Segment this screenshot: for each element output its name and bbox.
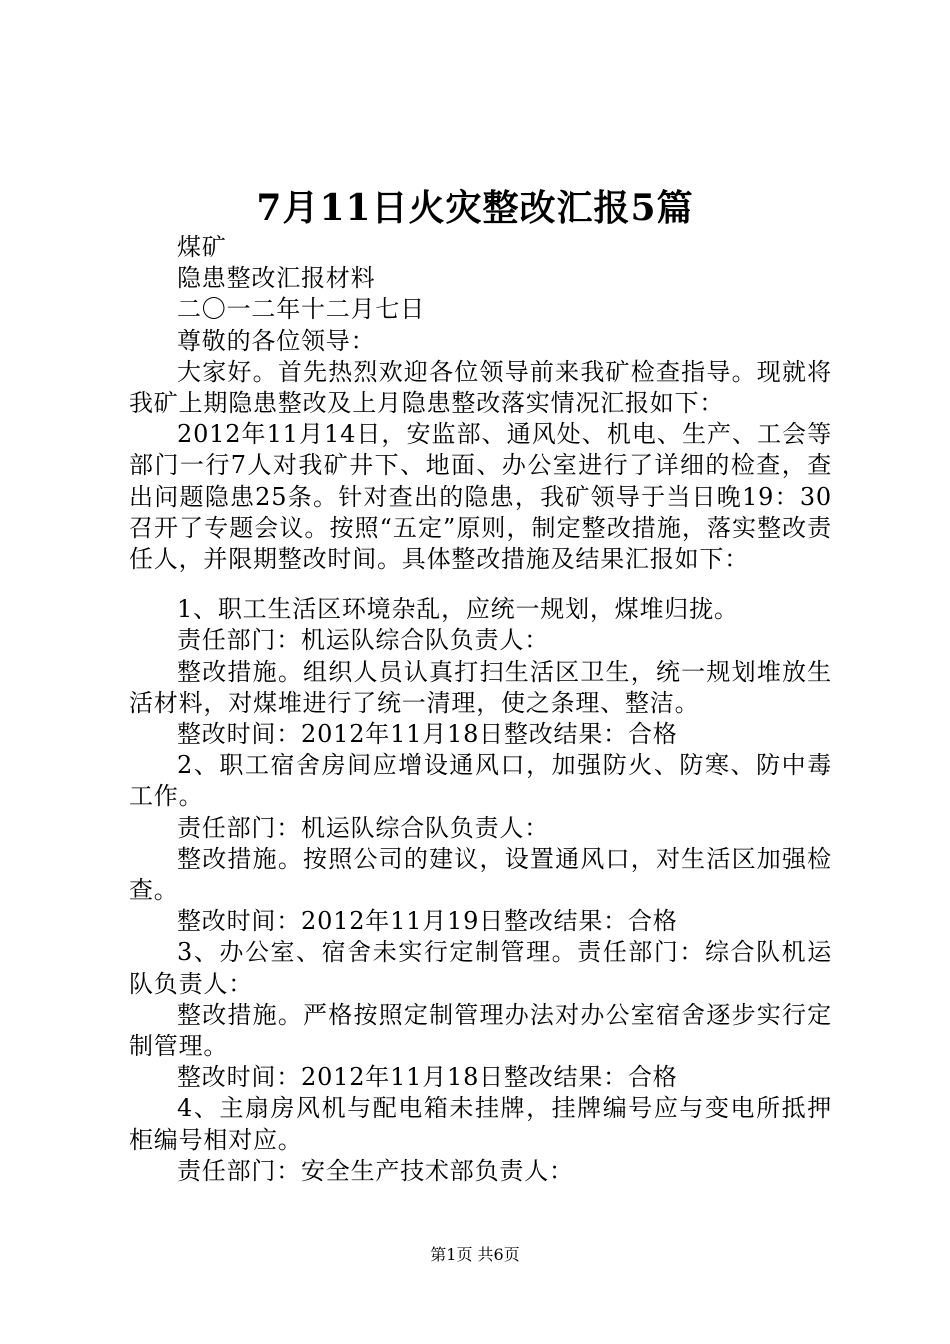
paragraph: 整改时间：2012年11月18日整改结果：合格: [177, 1063, 678, 1092]
paragraph: 1、职工生活区环境杂乱，应统一规划，煤堆归拢。: [177, 595, 739, 624]
paragraph: 整改措施。严格按照定制管理办法对办公室宿舍逐步实行定制管理。: [129, 1000, 832, 1061]
paragraph: 整改时间：2012年11月19日整改结果：合格: [177, 907, 678, 936]
document-title: 7月11日火灾整改汇报5篇: [256, 187, 694, 229]
paragraph: 二〇一二年十二月七日: [177, 295, 425, 324]
document-body: [129, 232, 832, 1187]
paragraph: 2012年11月14日，安监部、通风处、机电、生产、工会等部门一行7人对我矿井下、地面、办公室进行了详细的检查，查出问题隐患25条。针对查出的隐患，我矿领导于当日晚19：30召开了专题会议。按照“五定”原则，制定整改措施，落实整改责任人，并限期整改时间。具体整改措施及结果汇报如下：: [129, 420, 832, 574]
page-footer: 第1页 共6页: [430, 1245, 520, 1264]
paragraph: 4、主扇房风机与配电箱未挂牌，挂牌编号应与变电所抵押柜编号相对应。: [129, 1094, 832, 1154]
paragraph: 责任部门：安全生产技术部负责人：: [177, 1156, 574, 1185]
paragraph: 尊敬的各位领导：: [177, 326, 376, 355]
paragraph: 隐患整改汇报材料: [177, 264, 376, 293]
paragraph: 3、办公室、宿舍未实行定制管理。责任部门：综合队机运队负责人：: [129, 938, 832, 998]
paragraph: 2、职工宿舍房间应增设通风口，加强防火、防寒、防中毒工作。: [129, 751, 832, 811]
paragraph: 大家好。首先热烈欢迎各位领导前来我矿检查指导。现就将我矿上期隐患整改及上月隐患整改落实情况汇报如下：: [129, 357, 832, 418]
paragraph: 责任部门：机运队综合队负责人：: [177, 626, 549, 655]
paragraph: 煤矿: [177, 233, 227, 261]
paragraph: 责任部门：机运队综合队负责人：: [177, 813, 549, 842]
paragraph: 整改措施。按照公司的建议，设置通风口，对生活区加强检查。: [129, 844, 832, 905]
paragraph: 整改措施。组织人员认真打扫生活区卫生，统一规划堆放生活材料，对煤堆进行了统一清理，使之条理、整洁。: [129, 657, 832, 717]
paragraph: 整改时间：2012年11月18日整改结果：合格: [177, 720, 678, 749]
